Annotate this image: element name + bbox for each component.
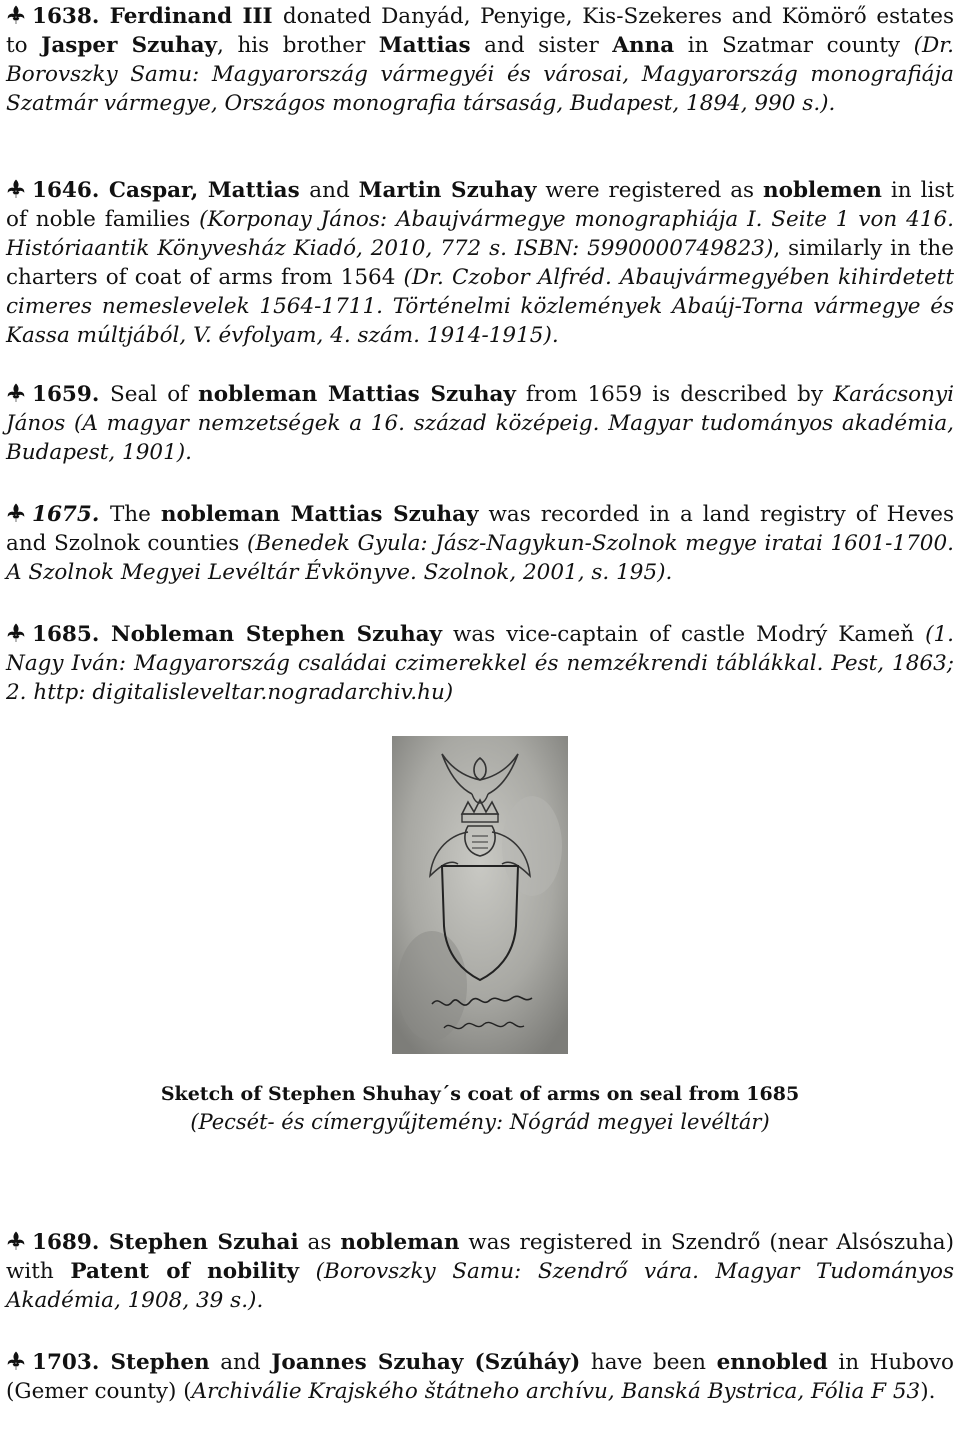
entry-1659-text: nobleman Mattias Szuhay (198, 382, 516, 407)
entry-1638-text: (Dr. Borovszky Samu: Magyarország vármegyéi és városai, Magyarország monografiája Szatmár vármegye, Országos monografia társaság, Budapest, 1894, 990 s.). (6, 33, 955, 116)
entry-1689-text: 1689. (32, 1230, 109, 1255)
entry-1646-text: 1646. (32, 178, 109, 203)
entry-1638-text: Ferdinand III (109, 4, 283, 29)
entry-1689-text: Stephen Szuhai (108, 1230, 299, 1255)
entry-1689 (6, 1228, 954, 1315)
entry-1675-text: nobleman Mattias Szuhay (160, 502, 479, 527)
entry-1646-text: were registered as (536, 178, 764, 203)
entry-1638-text: and sister (470, 33, 613, 58)
entry-1646-text: noblemen (763, 178, 882, 203)
entry-1638-text: in Szatmar county (674, 33, 914, 58)
entry-1675-text: 1675. (32, 502, 110, 527)
entry-1689-text: nobleman (340, 1230, 460, 1255)
entry-1685-text: 1685. (32, 622, 111, 647)
entry-1638-text: donated Danyád, Penyige, Kis-Szekeres and Kömörő estates to (6, 4, 954, 58)
entry-1638-text: , his brother (217, 33, 379, 58)
entry-1638-text: 1638. (32, 4, 110, 29)
entry-1703-text: Joannes Szuhay (Szúháy) (271, 1350, 581, 1375)
entry-1689-text: Patent of nobility (70, 1259, 300, 1284)
fleur-de-lis-icon (6, 383, 26, 403)
entry-1659-text: Karácsonyi János (A magyar nemzetségek a 16. század középeig. Magyar tudományos akadémia, Budapest, 1901). (6, 382, 954, 465)
entry-1703-text: Stephen (110, 1350, 210, 1375)
entry-1685-text: Nobleman Stephen Szuhay (110, 622, 442, 647)
entry-1689-text (299, 1259, 316, 1284)
entry-1703 (6, 1348, 954, 1406)
entry-1659-text: Seal of (110, 382, 199, 407)
entry-1703-text: have been (580, 1350, 717, 1375)
caption-title: Sketch of Stephen Shuhay´s coat of arms on seal from 1685 (160, 1083, 800, 1105)
entry-1638-text: Jasper Szuhay (41, 33, 218, 58)
entry-1638 (6, 2, 954, 118)
entry-1638-text: Anna (612, 33, 675, 58)
seal-sketch-image (392, 736, 568, 1054)
entry-1638-text: Mattias (378, 33, 471, 58)
entry-1646-text: (Dr. Czobor Alfréd. Abaujvármegyében kihirdetett cimeres nemeslevelek 1564-1711. Történelmi közlemények Abaúj-Torna vármegye és Kassa múltjából, V. évfolyam, 4. szám. 1914-1915). (6, 265, 954, 348)
entry-1689-text: (Borovszky Samu: Szendrő vára. Magyar Tudományos Akadémia, 1908, 39 s.). (6, 1259, 955, 1313)
fleur-de-lis-icon (6, 5, 26, 25)
entry-1646-text: in list of noble families (6, 178, 954, 232)
entry-1703-text: 1703. (32, 1350, 111, 1375)
entry-1675 (6, 500, 954, 587)
entry-1646-text: Martin Szuhay (358, 178, 537, 203)
entry-1646-text: and (309, 178, 359, 203)
entry-1703-text: and (209, 1350, 272, 1375)
fleur-de-lis-icon (6, 1231, 26, 1251)
entry-1685 (6, 620, 954, 707)
entry-1689-text: was registered in Szendrő (near Alsószuha) with (6, 1230, 955, 1284)
entry-1675-text: The (109, 502, 161, 527)
fleur-de-lis-icon (6, 623, 26, 643)
entry-1703-text: ennobled (716, 1350, 828, 1375)
entry-1646 (6, 176, 954, 350)
entry-1646-text: , similarly in the charters of coat of arms from 1564 (6, 236, 954, 290)
entry-1675-text: was recorded in a land registry of Heves and Szolnok counties (6, 502, 955, 556)
entry-1659 (6, 380, 954, 467)
entry-1703-text: Archiválie Krajského štátneho archívu, Banská Bystrica, Fólia F 53 (191, 1379, 921, 1404)
fleur-de-lis-icon (6, 1351, 26, 1371)
entry-1646-text: (Korponay János: Abaujvármegye monographiája I. Seite 1 von 416. Históriaantik Könyvesház Kiadó, 2010, 772 s. ISBN: 5990000749823) (6, 207, 954, 261)
entry-1659-text: 1659. (32, 382, 111, 407)
entry-1659-text: from 1659 is described by (515, 382, 834, 407)
entry-1646-text: Caspar, Mattias (108, 178, 310, 203)
entry-1689-text: as (298, 1230, 341, 1255)
entry-1685-text: was vice-captain of castle Modrý Kameň (442, 622, 926, 647)
figure-caption (0, 1080, 960, 1136)
entry-1703-text: ). (920, 1379, 936, 1404)
entry-1675-text: (Benedek Gyula: Jász-Nagykun-Szolnok megye iratai 1601-1700. A Szolnok Megyei Levéltár Évkönyve. Szolnok, 2001, s. 195). (6, 531, 954, 585)
fleur-de-lis-icon (6, 503, 26, 523)
caption-source: (Pecsét- és címergyűjtemény: Nógrád megyei levéltár) (190, 1110, 770, 1134)
entry-1685-text: (1. Nagy Iván: Magyarország családai czimerekkel és nemzékrendi táblákkal. Pest, 1863; 2. http: digitalisleveltar.nogradarchiv.hu) (6, 622, 954, 705)
entry-1703-text: in Hubovo (Gemer county) ( (6, 1350, 954, 1404)
fleur-de-lis-icon (6, 179, 26, 199)
